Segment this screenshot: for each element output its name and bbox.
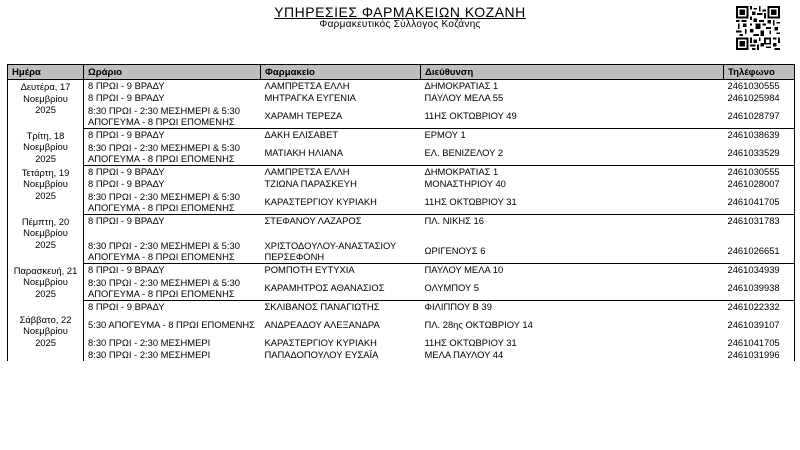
phone-cell: 2461031783 (724, 215, 795, 240)
pharmacy-cell: ΣΚΛΙΒΑΝΟΣ ΠΑΝΑΓΙΩΤΗΣ (264, 301, 380, 313)
phone-cell: 2461022332 (724, 301, 795, 314)
pharmacy-cell: ΔΑΚΗ ΕΛΙΣΑΒΕΤ (264, 129, 339, 141)
phone-cell: 2461034939 (724, 264, 795, 277)
table-row (8, 104, 795, 129)
pharmacy-cell: ΡΟΜΠΟΤΗ ΕΥΤΥΧΙΑ (264, 264, 355, 276)
address-cell: ΠΑΥΛΟΥ ΜΕΛΑ 55 (424, 92, 504, 104)
table-row (8, 337, 795, 349)
address-cell: ΠΑΥΛΟΥ ΜΕΛΑ 10 (424, 264, 504, 276)
pharmacy-cell: ΚΑΡΑΣΤΕΡΓΙΟΥ ΚΥΡΙΑΚΗ (264, 337, 377, 349)
day-cell: Τετάρτη, 19 Νοεμβρίου 2025 (8, 166, 84, 215)
phone-cell: 2461025984 (724, 92, 795, 104)
address-cell: ΜΟΝΑΣΤΗΡΙΟΥ 40 (424, 178, 506, 190)
hours-cell: 8:30 ΠΡΩΙ - 2:30 ΜΕΣΗΜΕΡΙ (88, 337, 211, 349)
hours-cell: 8:30 ΠΡΩΙ - 2:30 ΜΕΣΗΜΕΡΙ & 5:30 ΑΠΟΓΕΥΜΑ - 8 ΠΡΩΙ ΕΠΟΜΕΝΗΣ (84, 141, 261, 166)
table-row (8, 141, 795, 166)
phone-cell: 2461038639 (724, 129, 795, 142)
phone-cell: 2461028797 (724, 104, 795, 129)
pharmacy-cell: ΣΤΕΦΑΝΟΥ ΛΑΖΑΡΟΣ (264, 215, 362, 226)
table-row (8, 215, 795, 240)
table-row (8, 349, 795, 361)
pharmacy-cell: ΛΑΜΠΡΕΤΣΑ ΕΛΛΗ (264, 166, 350, 178)
table-row (8, 313, 795, 337)
col-header-phone: Τηλέφωνο (724, 65, 795, 80)
address-cell: ΦΙΛΙΠΠΟΥ Β 39 (424, 301, 492, 313)
hours-cell: 8 ΠΡΩΙ - 9 ΒΡΑΔΥ (88, 301, 165, 313)
hours-cell: 8 ΠΡΩΙ - 9 ΒΡΑΔΥ (88, 166, 165, 178)
hours-cell: 8:30 ΠΡΩΙ - 2:30 ΜΕΣΗΜΕΡΙ & 5:30 ΑΠΟΓΕΥΜΑ - 8 ΠΡΩΙ ΕΠΟΜΕΝΗΣ (84, 104, 261, 129)
col-header-pharmacy: Φαρμακείο (261, 65, 421, 80)
table-row (8, 178, 795, 190)
address-cell: 11ΗΣ ΟΚΤΩΒΡΙΟΥ 31 (421, 190, 724, 215)
phone-cell: 2461028007 (724, 178, 795, 190)
phone-cell: 2461026651 (724, 239, 795, 264)
pharmacy-cell: ΜΑΤΙΑΚΗ ΗΛΙΑΝΑ (261, 141, 421, 166)
address-cell: ΔΗΜΟΚΡΑΤΙΑΣ 1 (424, 80, 499, 92)
phone-cell: 2461039107 (724, 313, 795, 337)
address-cell: ΕΛ. ΒΕΝΙΖΕΛΟΥ 2 (421, 141, 724, 166)
qr-code-icon (736, 6, 780, 50)
hours-cell: 8:30 ΠΡΩΙ - 2:30 ΜΕΣΗΜΕΡΙ & 5:30 ΑΠΟΓΕΥΜΑ - 8 ΠΡΩΙ ΕΠΟΜΕΝΗΣ (84, 276, 261, 301)
table-row (8, 80, 795, 93)
address-cell: ΩΡΙΓΕΝΟΥΣ 6 (421, 239, 724, 264)
address-cell: ΟΛΥΜΠΟΥ 5 (421, 276, 724, 301)
hours-cell: 8:30 ΠΡΩΙ - 2:30 ΜΕΣΗΜΕΡΙ (88, 349, 211, 361)
table-row (8, 129, 795, 142)
pharmacy-cell: ΚΑΡΑΜΗΤΡΟΣ ΑΘΑΝΑΣΙΟΣ (261, 276, 421, 301)
hours-cell: 8 ΠΡΩΙ - 9 ΒΡΑΔΥ (88, 178, 165, 190)
phone-cell: 2461031996 (724, 349, 795, 361)
col-header-day: Ημέρα (8, 65, 84, 80)
page-subtitle: Φαρμακευτικός Σύλλογος Κοζάνης (319, 19, 481, 30)
pharmacy-schedule-table (7, 64, 795, 361)
table-row (8, 264, 795, 277)
table-row (8, 276, 795, 301)
address-cell: ΔΗΜΟΚΡΑΤΙΑΣ 1 (424, 166, 499, 178)
pharmacy-cell: ΚΑΡΑΣΤΕΡΓΙΟΥ ΚΥΡΙΑΚΗ (261, 190, 421, 215)
day-cell: Τρίτη, 18 Νοεμβρίου 2025 (8, 129, 84, 166)
hours-cell: 8 ΠΡΩΙ - 9 ΒΡΑΔΥ (88, 92, 165, 104)
address-cell: ΜΕΛΑ ΠΑΥΛΟΥ 44 (424, 349, 504, 361)
pharmacy-cell: ΜΗΤΡΑΓΚΑ ΕΥΓΕΝΙΑ (264, 92, 356, 104)
day-cell: Πέμπτη, 20 Νοεμβρίου 2025 (8, 215, 84, 264)
table-row (8, 239, 795, 264)
day-cell: Παρασκευή, 21 Νοεμβρίου 2025 (8, 264, 84, 301)
table-row (8, 166, 795, 179)
pharmacy-cell: ΑΝΔΡΕΑΔΟΥ ΑΛΕΞΑΝΔΡΑ (264, 319, 380, 331)
pharmacy-cell: ΤΖΙΩΝΑ ΠΑΡΑΣΚΕΥΗ (264, 178, 357, 190)
table-row (8, 190, 795, 215)
pharmacy-cell: ΛΑΜΠΡΕΤΣΑ ΕΛΛΗ (264, 80, 350, 92)
phone-cell: 2461041705 (724, 337, 795, 349)
pharmacy-cell: ΠΑΠΑΔΟΠΟΥΛΟΥ ΕΥΣΑΪΑ (264, 349, 379, 361)
address-cell: ΕΡΜΟΥ 1 (424, 129, 466, 141)
hours-cell: 8:30 ΠΡΩΙ - 2:30 ΜΕΣΗΜΕΡΙ & 5:30 ΑΠΟΓΕΥΜΑ - 8 ΠΡΩΙ ΕΠΟΜΕΝΗΣ (84, 190, 261, 215)
hours-cell: 5:30 ΑΠΟΓΕΥΜΑ - 8 ΠΡΩΙ ΕΠΟΜΕΝΗΣ (88, 319, 255, 331)
address-cell: ΠΛ. ΝΙΚΗΣ 16 (424, 215, 484, 226)
col-header-hours: Ωράριο (84, 65, 261, 80)
hours-cell: 8:30 ΠΡΩΙ - 2:30 ΜΕΣΗΜΕΡΙ & 5:30 ΑΠΟΓΕΥΜΑ - 8 ΠΡΩΙ ΕΠΟΜΕΝΗΣ (84, 239, 261, 264)
phone-cell: 2461039938 (724, 276, 795, 301)
table-header-row (8, 65, 795, 80)
phone-cell: 2461033529 (724, 141, 795, 166)
address-cell: 11ΗΣ ΟΚΤΩΒΡΙΟΥ 49 (421, 104, 724, 129)
day-cell: Δευτέρα, 17 Νοεμβρίου 2025 (8, 80, 84, 129)
address-cell: ΠΛ. 28ης ΟΚΤΩΒΡΙΟΥ 14 (424, 319, 533, 331)
day-cell: Σάββατο, 22 Νοεμβρίου 2025 (8, 301, 84, 362)
pharmacy-cell: ΧΑΡΑΜΗ ΤΕΡΕΖΑ (261, 104, 421, 129)
hours-cell: 8 ΠΡΩΙ - 9 ΒΡΑΔΥ (88, 215, 165, 226)
hours-cell: 8 ΠΡΩΙ - 9 ΒΡΑΔΥ (88, 80, 165, 92)
phone-cell: 2461030555 (724, 166, 795, 179)
pharmacy-cell: ΧΡΙΣΤΟΔΟΥΛΟΥ-ΑΝΑΣΤΑΣΙΟΥ ΠΕΡΣΕΦΟΝΗ (261, 239, 421, 264)
table-row (8, 92, 795, 104)
page-title: ΥΠΗΡΕΣΙΕΣ ΦΑΡΜΑΚΕΙΩΝ ΚΟΖΑΝΗ (274, 4, 526, 20)
phone-cell: 2461041705 (724, 190, 795, 215)
address-cell: 11ΗΣ ΟΚΤΩΒΡΙΟΥ 31 (424, 337, 517, 349)
hours-cell: 8 ΠΡΩΙ - 9 ΒΡΑΔΥ (88, 129, 165, 141)
table-row (8, 301, 795, 314)
col-header-address: Διεύθυνση (421, 65, 724, 80)
hours-cell: 8 ΠΡΩΙ - 9 ΒΡΑΔΥ (88, 264, 165, 276)
phone-cell: 2461030555 (724, 80, 795, 93)
